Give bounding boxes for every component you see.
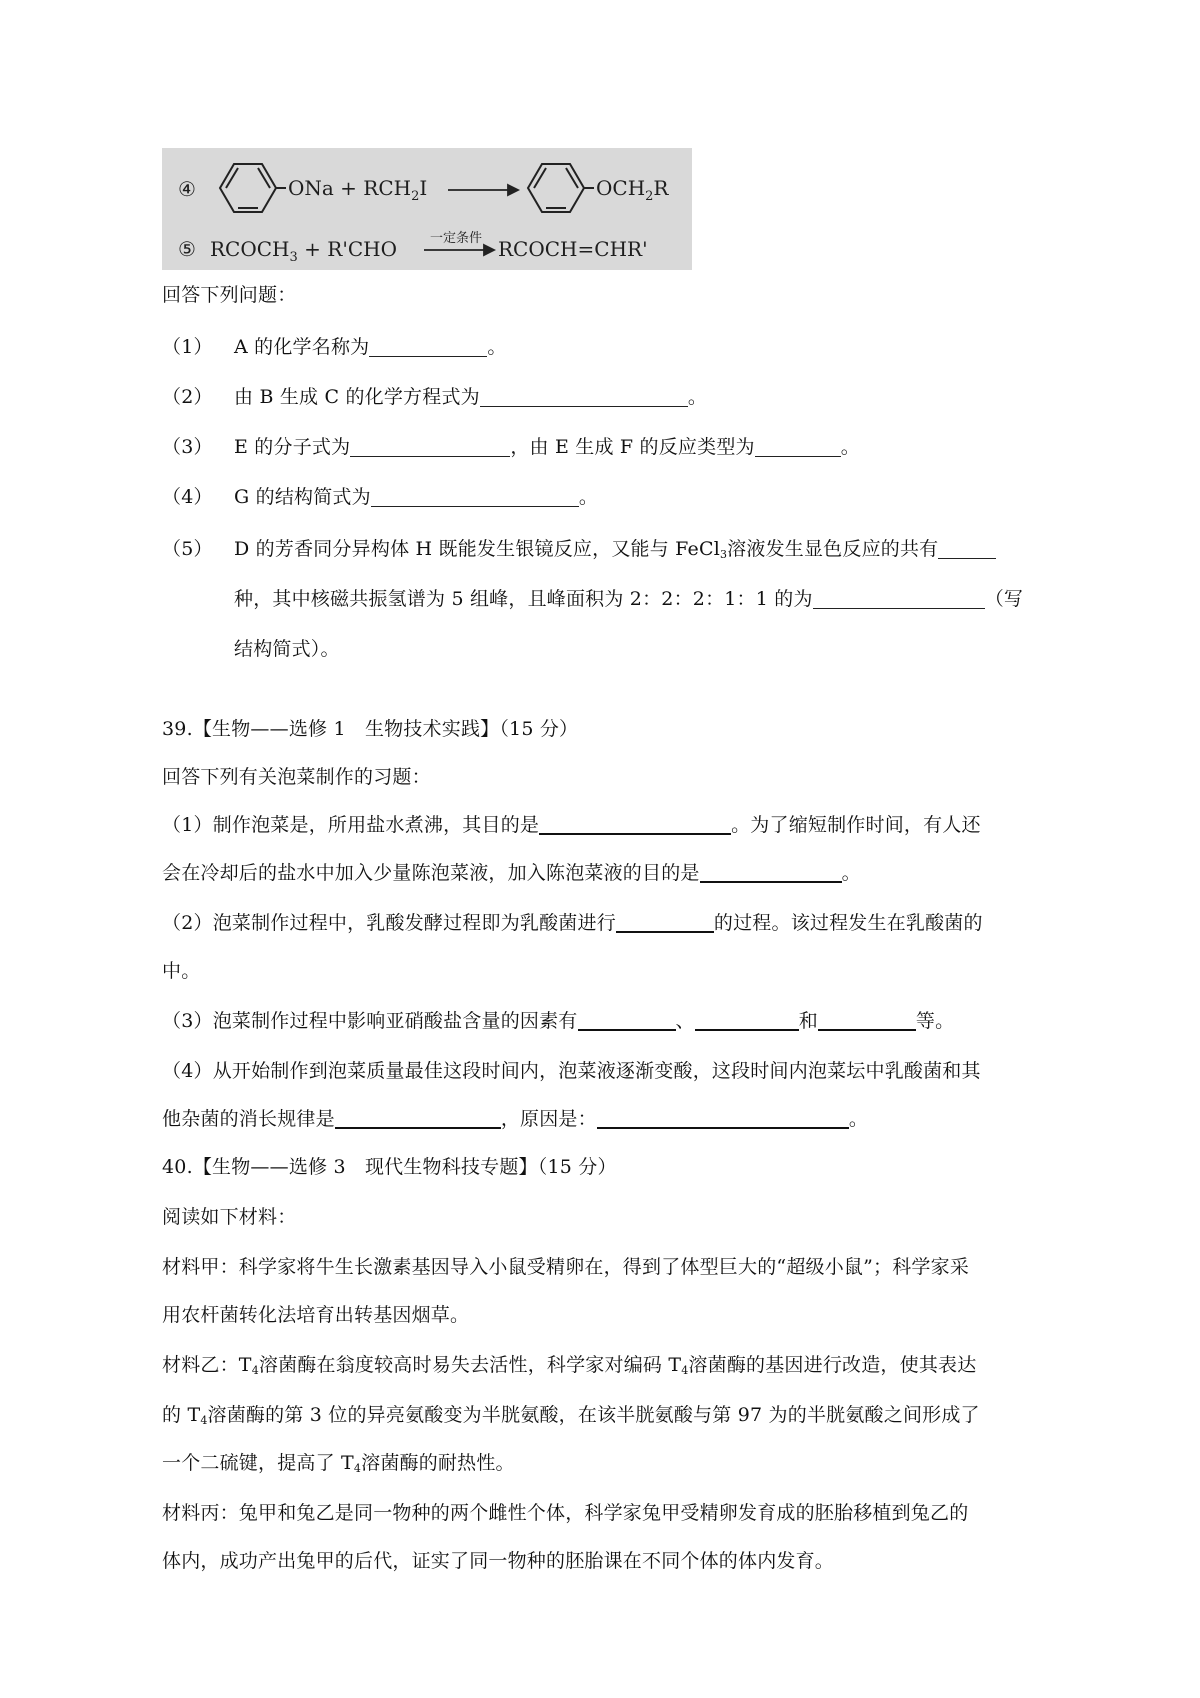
question-text: E 的分子式为 (234, 436, 351, 458)
question-text: A 的化学名称为 (234, 336, 370, 358)
bio39-q4-line2 (162, 1106, 868, 1132)
question-text-end: 。 (487, 336, 507, 358)
question-text: 、 (675, 1010, 695, 1032)
bio40-title: 40.【生物——选修 3 现代生物科技专题】（15 分） (162, 1156, 617, 1178)
bio39-q1-line2 (162, 860, 861, 886)
question-text: 。为了缩短制作时间，有人还 (731, 814, 981, 836)
material-text: 溶菌酶的第 3 位的异亮氨酸变为半胱氨酸，在该半胱氨酸与第 97 为的半胱氨酸之间形成了 (207, 1404, 980, 1426)
question-text: 他杂菌的消长规律是 (162, 1108, 335, 1130)
question-text: 种，其中核磁共振氢谱为 5 组峰，且峰面积为 2：2：2：1：1 的为 (234, 588, 813, 610)
question-text-end: 。 (578, 486, 599, 508)
question-number: （1） (162, 336, 213, 358)
reaction-scheme-svg (162, 148, 692, 270)
chem-question-1 (162, 334, 507, 360)
reaction-5-right-text: RCOCH=CHR' (498, 237, 648, 261)
bio40-material-yi-line1 (162, 1352, 976, 1384)
reaction-4-number: ④ (178, 177, 196, 201)
question-text: 会在冷却后的盐水中加入少量陈泡菜液，加入陈泡菜液的目的是 (162, 862, 700, 884)
reaction-5-left-text: $RCOCH_3 + R'CHO$ (210, 237, 397, 265)
question-text: 和 (798, 1010, 818, 1032)
chem-question-5-line3: 结构简式）。 (234, 638, 340, 660)
answer-blank[interactable] (616, 911, 714, 933)
question-text: 由 B 生成 C 的化学方程式为 (234, 386, 480, 408)
question-text: 的过程。该过程发生在乳酸菌的 (713, 912, 983, 934)
question-text-mid: ，由 E 生成 F 的反应类型为 (510, 436, 755, 458)
subscript: 4 (251, 1364, 259, 1377)
question-text-end: 。 (841, 862, 861, 884)
answer-blank[interactable] (695, 1009, 799, 1031)
subscript: 4 (353, 1462, 362, 1475)
question-text-end: 。 (687, 386, 708, 408)
chem-question-3 (162, 434, 860, 460)
question-text-end: 。 (848, 1108, 869, 1130)
question-number: （3） (162, 436, 213, 458)
question-number: （5） (162, 538, 213, 560)
answer-blank[interactable] (938, 538, 996, 559)
material-text: 溶菌酶在翁度较高时易失去活性，科学家对编码 T (258, 1354, 682, 1376)
reaction-4-left-text: ONa + $RCH_2I$ (288, 176, 428, 204)
material-text: 的 T (162, 1404, 201, 1426)
chem-question-2 (162, 384, 707, 410)
bio40-material-yi-line3 (162, 1450, 515, 1482)
answer-blank[interactable] (597, 1107, 849, 1129)
question-text-end: 。 (840, 436, 860, 458)
answer-blank[interactable] (813, 588, 985, 609)
material-text: 溶菌酶的基因进行改造，使其表达 (688, 1354, 977, 1376)
question-text: G 的结构简式为 (234, 486, 371, 508)
bio39-q4-line1: （4）从开始制作到泡菜质量最佳这段时间内，泡菜液逐渐变酸，这段时间内泡菜坛中乳酸菌和其 (162, 1060, 981, 1082)
answer-blank[interactable] (480, 386, 688, 407)
question-text: （3）泡菜制作过程中影响亚硝酸盐含量的因素有 (162, 1010, 578, 1032)
question-text: （2）泡菜制作过程中，乳酸发酵过程即为乳酸菌进行 (162, 912, 616, 934)
subscript: 3 (719, 548, 728, 561)
answer-blank[interactable] (371, 486, 579, 507)
bio40-material-yi-line2 (162, 1402, 980, 1434)
answer-blank[interactable] (335, 1107, 501, 1129)
question-text: （1）制作泡菜是，所用盐水煮沸，其目的是 (162, 814, 540, 836)
answer-blank[interactable] (369, 336, 487, 357)
material-text: 材料乙：T (162, 1354, 252, 1376)
answer-blank[interactable] (700, 861, 842, 883)
reaction-scheme-image (162, 148, 692, 270)
answer-blank[interactable] (578, 1009, 676, 1031)
bio40-intro: 阅读如下材料： (162, 1206, 297, 1228)
chem-question-5-line1 (162, 536, 996, 568)
subscript: 4 (681, 1364, 689, 1377)
answer-blank[interactable] (818, 1009, 916, 1031)
question-number: （2） (162, 386, 213, 408)
question-number: （4） (162, 486, 213, 508)
bio39-q1-line1 (162, 812, 981, 838)
bio39-q2-line1 (162, 910, 983, 936)
reaction-5-arrow-icon (424, 245, 494, 255)
bio39-intro: 回答下列有关泡菜制作的习题： (162, 766, 431, 788)
chem-intro: 回答下列问题： (162, 284, 297, 306)
answer-blank[interactable] (755, 436, 841, 457)
bio40-material-jia-line2: 用农杆菌转化法培育出转基因烟草。 (162, 1304, 470, 1326)
material-text: 一个二硫键，提高了 T (162, 1452, 354, 1474)
reaction-arrow-icon (448, 185, 518, 195)
bio40-material-bing-line1: 材料丙：兔甲和兔乙是同一物种的两个雌性个体，科学家兔甲受精卵发育成的胚胎移植到兔乙的 (162, 1502, 969, 1524)
question-text-end: 等。 (915, 1010, 955, 1032)
reaction-5-number: ⑤ (178, 237, 196, 261)
question-text-end: （写 (984, 588, 1024, 610)
bio39-q2-line2: 中。 (162, 960, 201, 982)
question-text: ，原因是： (500, 1108, 597, 1130)
subscript: 4 (200, 1414, 208, 1427)
answer-blank[interactable] (350, 436, 510, 457)
bio39-title: 39.【生物——选修 1 生物技术实践】（15 分） (162, 718, 579, 740)
material-text: 溶菌酶的耐热性。 (361, 1452, 515, 1474)
bio40-material-bing-line2: 体内，成功产出兔甲的后代，证实了同一物种的胚胎课在不同个体的体内发育。 (162, 1550, 835, 1572)
question-text: D 的芳香同分异构体 H 既能发生银镜反应，又能与 FeCl (234, 538, 720, 560)
chem-question-4 (162, 484, 598, 510)
benzene-ring-left-icon (220, 164, 286, 212)
reaction-4-right-text: $OCH_2R$ (596, 176, 669, 204)
chem-question-5-line2 (234, 586, 1023, 612)
answer-blank[interactable] (539, 813, 731, 835)
question-text: 溶液发生显色反应的共有 (727, 538, 939, 560)
reaction-5-condition: 一定条件 (430, 231, 483, 246)
benzene-ring-right-icon (528, 164, 594, 212)
bio40-material-jia-line1: 材料甲：科学家将牛生长激素基因导入小鼠受精卵在，得到了体型巨大的“超级小鼠”；科学家采 (162, 1256, 970, 1278)
bio39-q3 (162, 1008, 954, 1034)
